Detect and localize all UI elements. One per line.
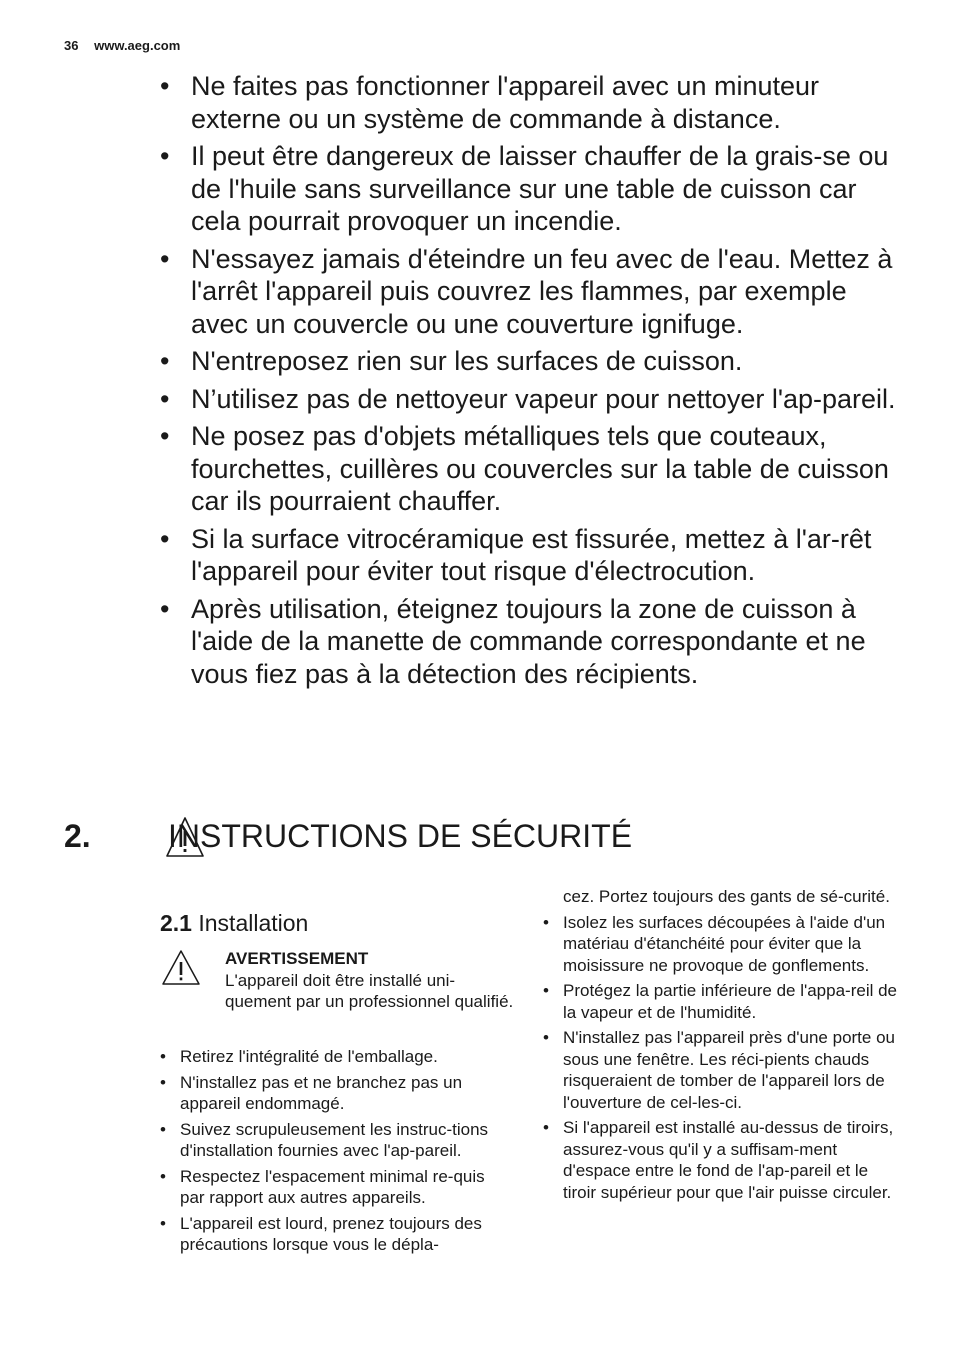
bullet: • bbox=[160, 1119, 166, 1139]
bullet: • bbox=[160, 243, 170, 274]
section-heading bbox=[64, 812, 764, 862]
list-item: • Après utilisation, éteignez toujours la zone de cuisson à l'aide de la manette de commande correspondante et ne vous fiez pas à la détection des récipients. bbox=[160, 593, 866, 689]
bullet: • bbox=[160, 593, 170, 624]
bullet: • bbox=[160, 1166, 166, 1186]
list-item: • Il peut être dangereux de laisser chauffer de la grais-se ou de l'huile sans surveillance sur une table de cuisson car cela pourrait provoquer un incendie. bbox=[160, 141, 889, 236]
bullet: • bbox=[160, 346, 170, 376]
section-number: 2. bbox=[64, 818, 91, 854]
warning-title: AVERTISSEMENT bbox=[225, 949, 369, 968]
section-title: INSTRUCTIONS DE SÉCURITÉ bbox=[168, 818, 633, 854]
installation-list-right bbox=[543, 912, 903, 1204]
website-url: www.aeg.com bbox=[94, 38, 181, 53]
usage-warnings-list bbox=[160, 70, 900, 695]
bullet: • bbox=[160, 1072, 166, 1092]
list-item: • Suivez scrupuleusement les instruc-tions d'installation fournies avec l'ap-pareil. bbox=[160, 1119, 489, 1160]
warning-body: L'appareil doit être installé uni-quement par un professionnel qualifié. bbox=[225, 970, 514, 1011]
bullet: • bbox=[543, 912, 549, 932]
right-column bbox=[543, 886, 903, 1207]
bullet: • bbox=[160, 71, 170, 101]
list-item: • N'entreposez rien sur les surfaces de cuisson. bbox=[160, 346, 743, 376]
list-item: • N’utilisez pas de nettoyeur vapeur pour nettoyer l'ap-pareil. bbox=[160, 383, 896, 414]
list-item: • Protégez la partie inférieure de l'appa-reil de la vapeur et de l'humidité. bbox=[543, 981, 897, 1022]
bullet: • bbox=[160, 523, 170, 554]
list-item: • Retirez l'intégralité de l'emballage. bbox=[160, 1047, 438, 1066]
bullet: • bbox=[160, 383, 170, 414]
left-column bbox=[160, 908, 514, 1260]
list-item: • Respectez l'espacement minimal re-quis par rapport aux autres appareils. bbox=[160, 1166, 485, 1207]
bullet: • bbox=[543, 1028, 549, 1047]
warning-box bbox=[160, 948, 514, 1046]
continued-text: cez. Portez toujours des gants de sé-curité. bbox=[563, 887, 890, 906]
installation-list-left bbox=[160, 1046, 505, 1256]
subsection-number: 2.1 bbox=[160, 910, 192, 936]
list-item: • N'installez pas et ne branchez pas un appareil endommagé. bbox=[160, 1072, 463, 1113]
list-item: • Si l'appareil est installé au-dessus de tiroirs, assurez-vous qu'il y a suffisam-ment d'espace entre le fond de l'ap-pareil et le tiroir supérieur pour que l'air puisse circuler. bbox=[543, 1118, 894, 1202]
list-item: • Ne faites pas fonctionner l'appareil avec un minuteur externe ou un système de commande à distance. bbox=[160, 71, 820, 134]
subsection-title: Installation bbox=[198, 910, 309, 936]
list-item: • Ne posez pas d'objets métalliques tels que couteaux, fourchettes, cuillères ou couvercles sur la table de cuisson car ils pourraient chauffer. bbox=[160, 421, 889, 516]
bullet: • bbox=[543, 1118, 549, 1137]
warning-triangle-icon bbox=[160, 948, 202, 993]
page-header bbox=[64, 38, 180, 53]
bullet: • bbox=[160, 1047, 166, 1066]
bullet: • bbox=[160, 1213, 166, 1233]
bullet: • bbox=[160, 421, 170, 451]
list-item: • Isolez les surfaces découpées à l'aide d'un matériau d'étanchéité pour éviter que la moisissure ne provoque de gonflements. bbox=[543, 912, 886, 975]
bullet: • bbox=[543, 981, 549, 1000]
list-item: • L'appareil est lourd, prenez toujours des précautions lorsque vous le dépla- bbox=[160, 1213, 482, 1254]
warning-text bbox=[225, 948, 515, 1013]
list-item: • N'installez pas l'appareil près d'une porte ou sous une fenêtre. Les réci-pients chauds risqueraient de tomber de l'appareil lors de l'ouverture de cel-les-ci. bbox=[543, 1028, 895, 1112]
list-item: • N'essayez jamais d'éteindre un feu avec de l'eau. Mettez à l'arrêt l'appareil puis couvrez les flammes, par exemple avec un couvercle ou une couverture ignifuge. bbox=[160, 243, 893, 339]
list-item: • Si la surface vitrocéramique est fissurée, mettez à l'ar-rêt l'appareil pour éviter tout risque d'électrocution. bbox=[160, 523, 872, 586]
bullet: • bbox=[160, 141, 170, 171]
page-number: 36 bbox=[64, 38, 79, 53]
subsection-heading bbox=[160, 908, 505, 938]
